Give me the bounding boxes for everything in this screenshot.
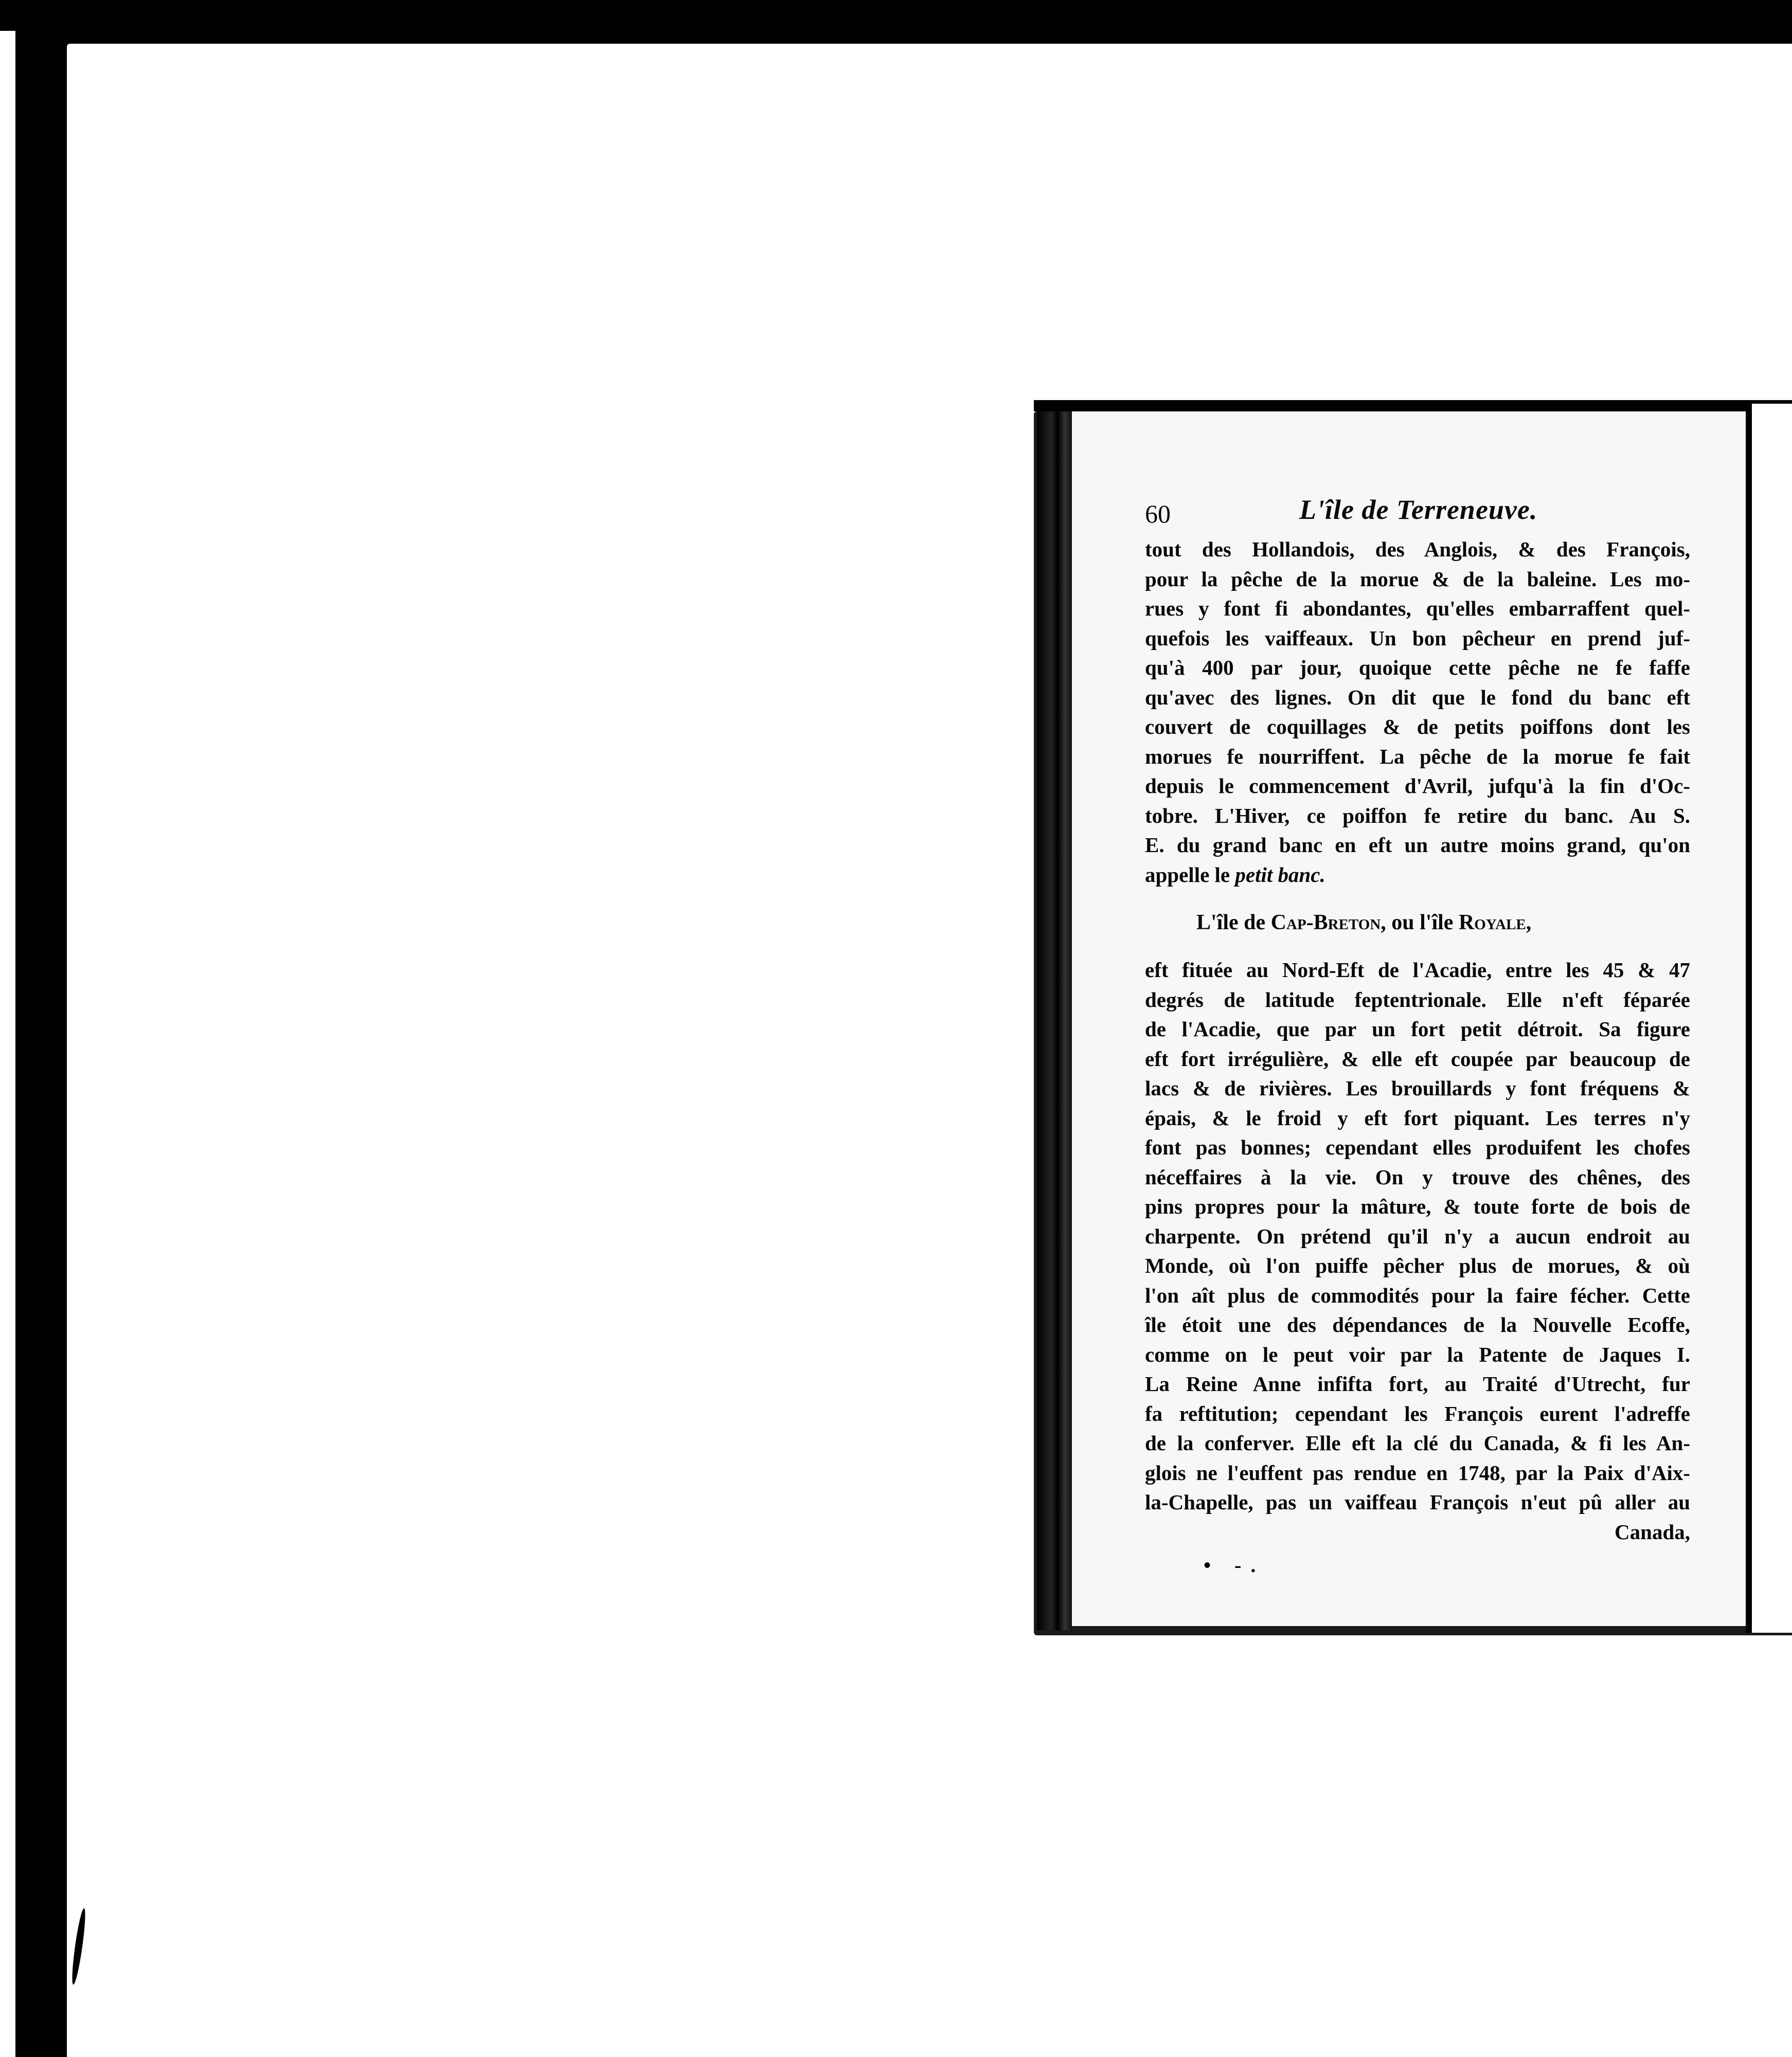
text-line: couvert de coquillages & de petits poiffons dont les — [1145, 715, 1690, 738]
text-line-last — [1145, 860, 1690, 890]
page-text-block — [1145, 494, 1690, 1547]
text-line: font pas bonnes; cependant elles produifent les chofes — [1145, 1135, 1690, 1159]
text-line: fa reftitution; cependant les François eurent l'adreffe — [1145, 1401, 1690, 1426]
text-line: comme on le peut voir par la Patente de Jaques I. — [1145, 1342, 1690, 1366]
heading-name-royale: Royale — [1458, 911, 1526, 934]
text-line: eft fituée au Nord-Eft de l'Acadie, entre les 45 & 47 — [1145, 958, 1690, 982]
facing-page-edge — [1746, 404, 1792, 1633]
running-title: L'île de Terreneuve. — [1299, 494, 1538, 525]
page-bottom-marks: • -. — [1204, 1554, 1265, 1577]
heading-suffix: , — [1526, 911, 1532, 934]
text-line: depuis le commencement d'Avril, jufqu'à la fin d'Oc- — [1145, 774, 1690, 798]
text-line: pins propres pour la mâture, & toute forte de bois de — [1145, 1195, 1690, 1218]
text-line: néceffaires à la vie. On y trouve des chênes, des — [1145, 1165, 1690, 1189]
page-number: 60 — [1145, 499, 1171, 528]
italic-term: petit banc. — [1235, 862, 1325, 887]
paragraph-cap-breton — [1145, 955, 1690, 1547]
catchword: Canada, — [1615, 1520, 1690, 1544]
text-line: de la conferver. Elle eft la clé du Canada, & fi les An- — [1145, 1431, 1690, 1455]
section-heading-cap-breton — [1196, 910, 1690, 935]
scan-left-margin — [0, 31, 15, 2057]
text-line: degrés de latitude feptentrionale. Elle n'eft féparée — [1145, 987, 1690, 1012]
text-line: La Reine Anne infifta fort, au Traité d'Utrecht, fur — [1145, 1372, 1690, 1396]
text-line: île étoit une des dépendances de la Nouvelle Ecoffe, — [1145, 1313, 1690, 1337]
running-head — [1145, 494, 1690, 535]
text-line: qu'à 400 par jour, quoique cette pêche ne fe faffe — [1145, 656, 1690, 679]
text-line: tobre. L'Hiver, ce poiffon fe retire du banc. Au S. — [1145, 803, 1690, 827]
book-spine — [1037, 411, 1072, 1630]
text-line: la-Chapelle, pas un vaiffeau François n'eut pû aller au — [1145, 1490, 1690, 1514]
text-line: tout des Hollandois, des Anglois, & des François, — [1145, 537, 1690, 561]
text-line: de l'Acadie, que par un fort petit détroit. Sa figure — [1145, 1017, 1690, 1041]
text-line: charpente. On prétend qu'il n'y a aucun endroit au — [1145, 1224, 1690, 1248]
text-line: épais, & le froid y eft fort piquant. Les terres n'y — [1145, 1106, 1690, 1130]
paragraph-newfoundland-banks — [1145, 535, 1690, 890]
book-top-edge — [1034, 400, 1792, 411]
text-line: qu'avec des lignes. On dit que le fond du banc eft — [1145, 685, 1690, 709]
text-line: Monde, où l'on puiffe pêcher plus de morues, & où — [1145, 1254, 1690, 1277]
text-line: morues fe nourriffent. La pêche de la morue fe fait — [1145, 744, 1690, 768]
text-fragment: appelle le — [1145, 862, 1235, 887]
text-line: pour la pêche de la morue & de la baleine. Les mo- — [1145, 567, 1690, 591]
text-line: glois ne l'euffent pas rendue en 1748, par la Paix d'Aix- — [1145, 1460, 1690, 1485]
text-line: quefois les vaiffeaux. Un bon pêcheur en prend juf- — [1145, 626, 1690, 650]
text-line: E. du grand banc en eft un autre moins grand, qu'on — [1145, 833, 1690, 857]
text-line: l'on aît plus de commodités pour la faire fécher. Cette — [1145, 1283, 1690, 1307]
text-line: lacs & de rivières. Les brouillards y font fréquens & — [1145, 1076, 1690, 1100]
heading-middle: , ou l'île — [1381, 911, 1459, 934]
text-line: rues y font fi abondantes, qu'elles embarraffent quel- — [1145, 597, 1690, 620]
heading-name-cap-breton: Cap-Breton — [1270, 911, 1381, 934]
heading-prefix: L'île de — [1196, 911, 1271, 934]
text-line: eft fort irrégulière, & elle eft coupée par beaucoup de — [1145, 1046, 1690, 1071]
